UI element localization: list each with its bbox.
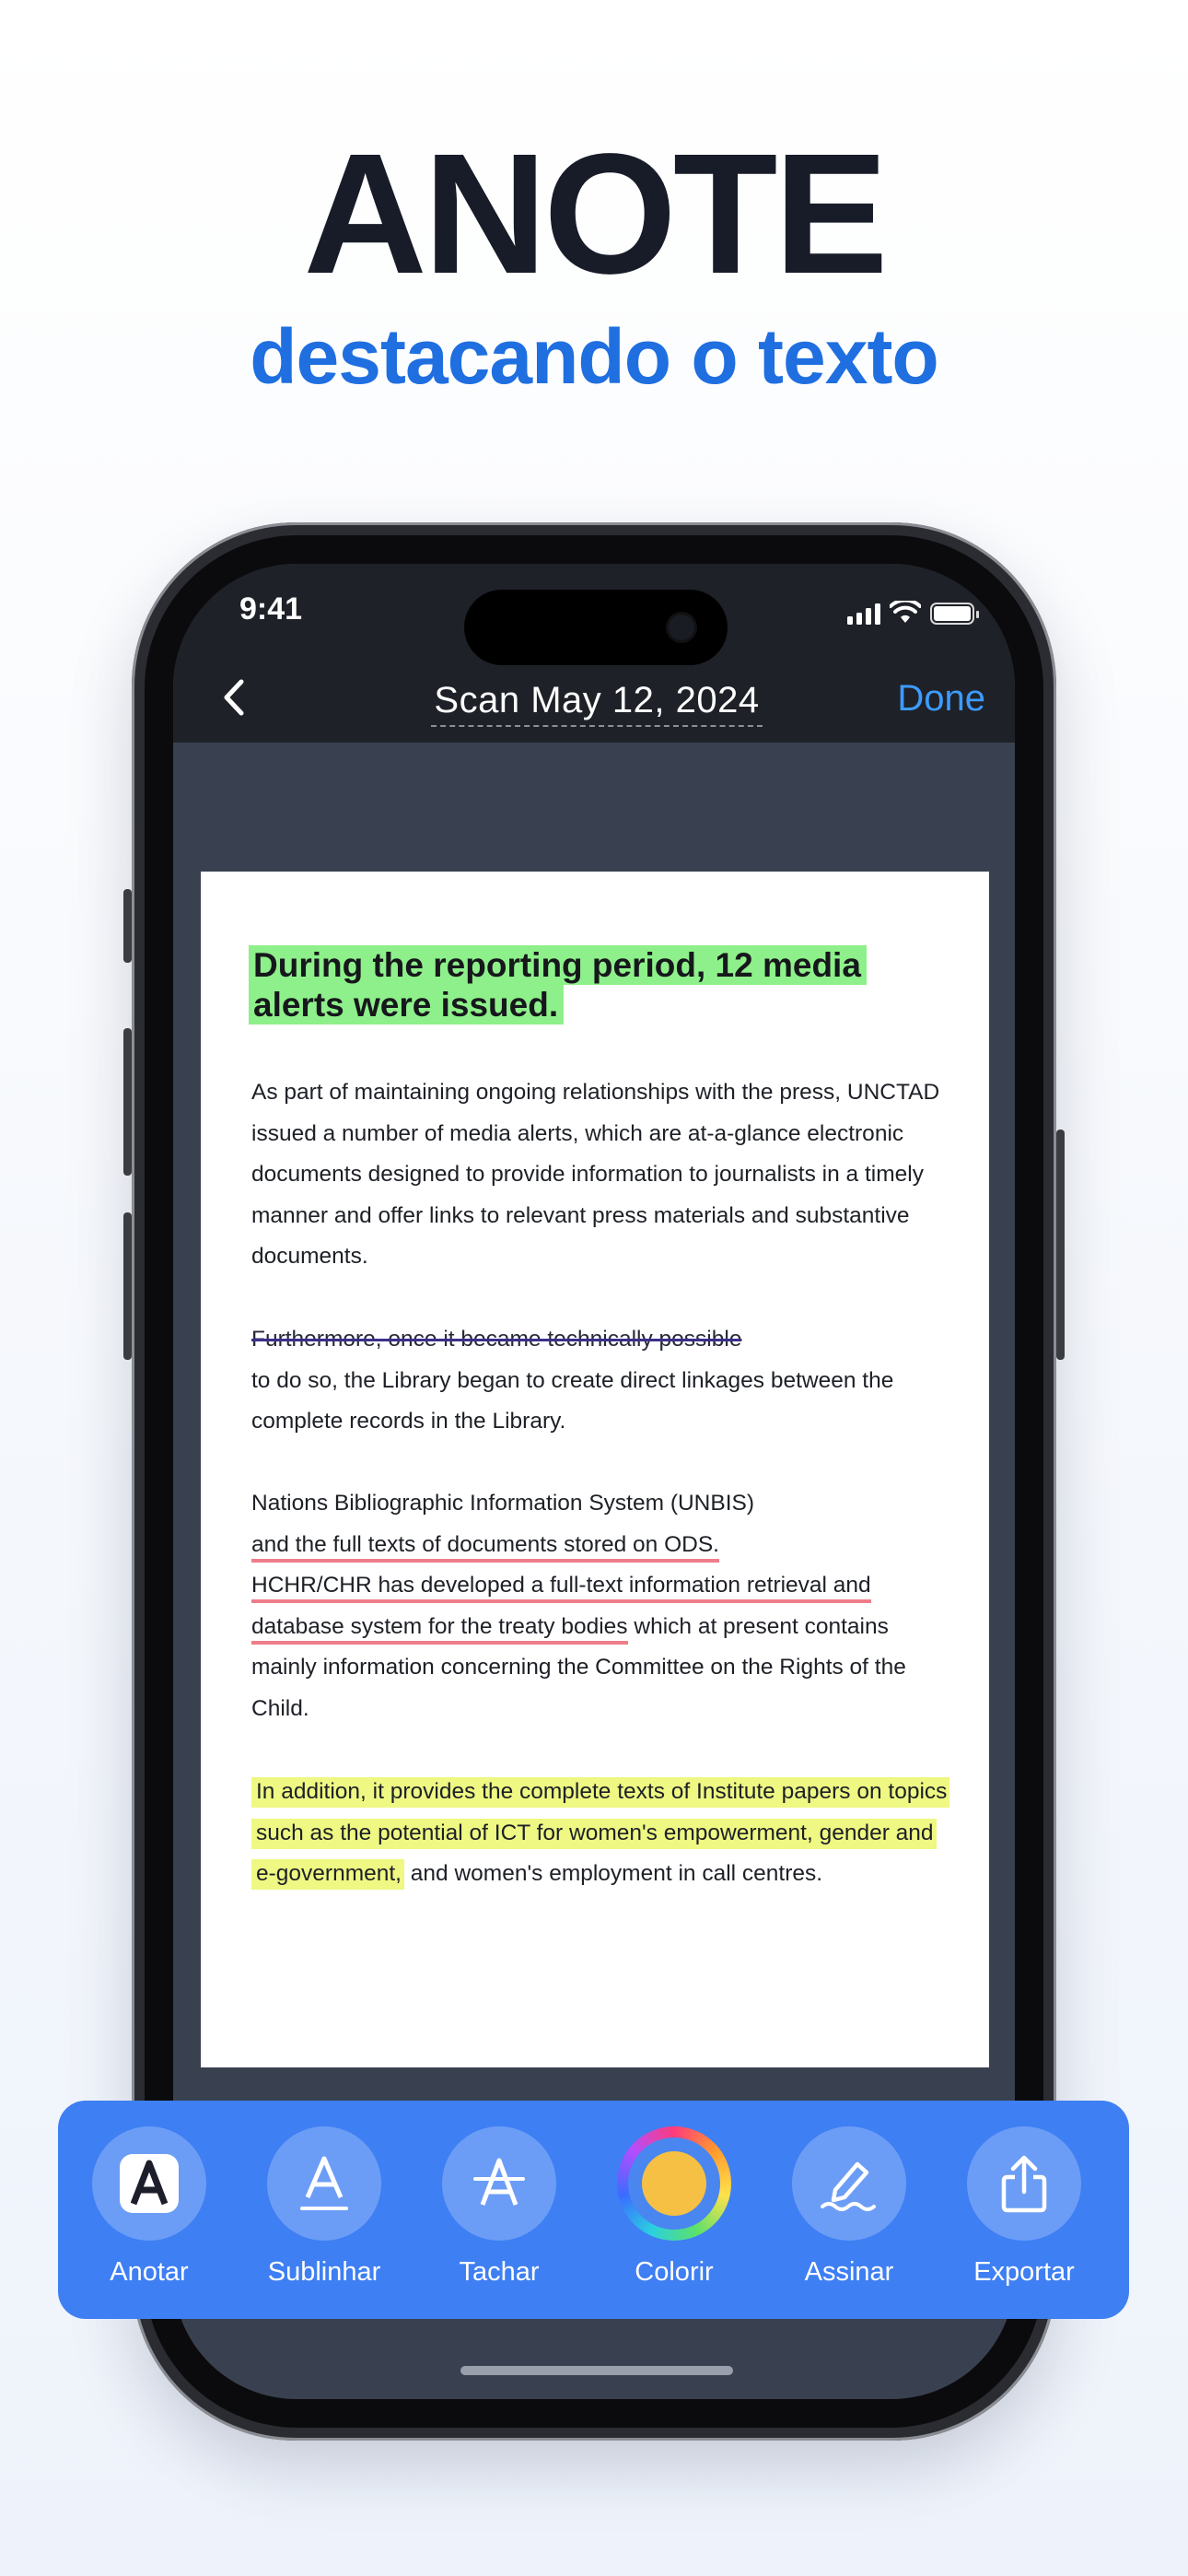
signal-icon	[847, 603, 880, 625]
annotate-icon	[92, 2126, 206, 2241]
share-icon	[967, 2126, 1081, 2241]
color-picker-icon	[617, 2126, 731, 2241]
headline: ANOTE	[303, 119, 885, 310]
document-title[interactable]: Scan May 12, 2024	[431, 680, 763, 727]
doc-text: to do so, the Library began to create direct linkages between the complete records in the Library.	[251, 1367, 894, 1434]
green-highlight[interactable]: During the reporting period, 12 media alerts were issued.	[249, 945, 867, 1025]
underlined-text[interactable]: and the full texts of documents stored on ODS.	[251, 1532, 719, 1563]
underlined-text[interactable]: HCHR/CHR has developed a full-text information retrieval and database system for the treaty bodies	[251, 1573, 871, 1645]
tool-circle	[967, 2126, 1081, 2241]
back-chevron-icon[interactable]	[215, 674, 252, 720]
battery-icon	[930, 603, 974, 625]
tool-sign[interactable]	[762, 2126, 937, 2301]
tool-label: Exportar	[973, 2257, 1075, 2287]
doc-paragraph-1: As part of maintaining ongoing relationships with the press, UNCTAD issued a number of media alerts, which are at-a-glance electronic documents designed to provide information to journalists in a timely manner and offer links to relevant press materials and substantive documents.	[251, 1080, 940, 1270]
tool-label: Anotar	[110, 2257, 189, 2287]
tool-circle	[267, 2126, 381, 2241]
tool-circle	[792, 2126, 906, 2241]
doc-paragraph-4	[251, 1772, 951, 1895]
strikethrough-icon	[442, 2126, 556, 2241]
done-button[interactable]: Done	[897, 678, 985, 719]
doc-text: Nations Bibliographic Information System (UNBIS)	[251, 1491, 755, 1516]
power-button	[1056, 1130, 1065, 1360]
doc-text: which at present contains mainly information concerning the Committee on the Rights of the Child.	[251, 1613, 906, 1721]
tool-circle	[617, 2126, 731, 2241]
tool-label: Tachar	[459, 2257, 540, 2287]
strikethrough-text[interactable]: Furthermore, once it became technically possible	[251, 1327, 742, 1352]
camera-icon	[669, 615, 694, 640]
volume-up-button	[123, 1028, 132, 1176]
home-indicator[interactable]	[460, 2366, 733, 2375]
tool-label: Assinar	[804, 2257, 894, 2287]
tool-color[interactable]	[587, 2126, 762, 2301]
tool-export[interactable]	[937, 2126, 1112, 2301]
status-time: 9:41	[239, 591, 303, 626]
dynamic-island	[464, 590, 728, 665]
doc-heading	[249, 945, 912, 1025]
annotation-toolbar	[58, 2101, 1129, 2319]
signature-icon	[792, 2126, 906, 2241]
document-page[interactable]	[201, 872, 989, 2067]
doc-paragraph-2	[251, 1319, 951, 1443]
tool-label: Sublinhar	[267, 2257, 381, 2287]
navigation-bar	[173, 564, 1015, 743]
underline-icon	[267, 2126, 381, 2241]
status-icons	[847, 597, 974, 625]
doc-paragraph-3	[251, 1483, 951, 1730]
yellow-highlight[interactable]: In addition, it provides the complete texts of Institute papers on topics such as the potential of ICT for women's empowerment, gender and e-government,	[251, 1777, 949, 1890]
tool-annotate[interactable]	[62, 2126, 237, 2301]
subheadline: destacando o texto	[250, 313, 938, 400]
volume-down-button	[123, 1212, 132, 1360]
action-button	[123, 889, 132, 963]
tool-circle	[92, 2126, 206, 2241]
tool-strikethrough[interactable]	[412, 2126, 587, 2301]
tool-underline[interactable]	[237, 2126, 412, 2301]
doc-text: and women's employment in call centres.	[410, 1861, 823, 1887]
wifi-icon	[890, 601, 921, 625]
tool-circle	[442, 2126, 556, 2241]
tool-label: Colorir	[635, 2257, 714, 2287]
